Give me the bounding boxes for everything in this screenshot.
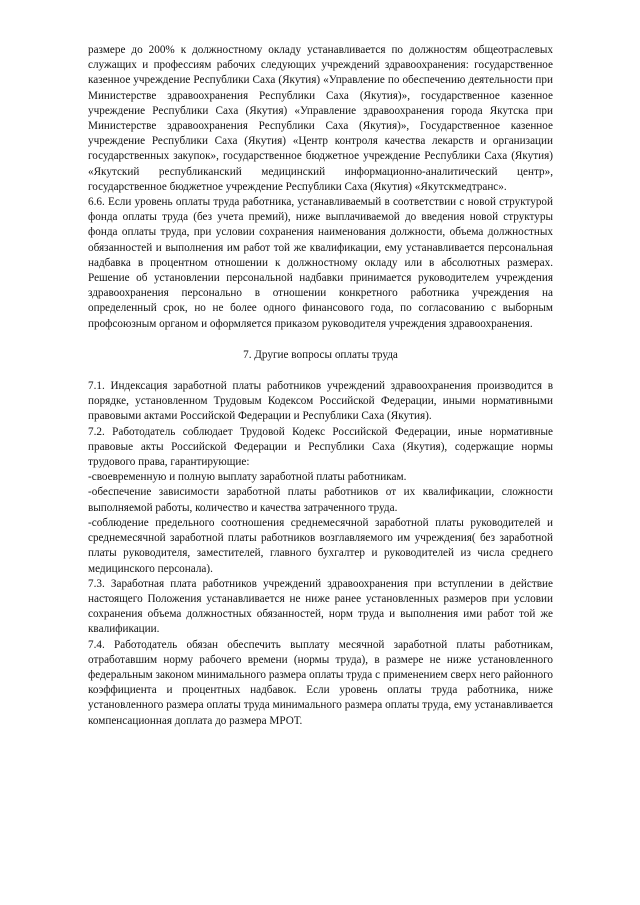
paragraph-7-1: 7.1. Индексация заработной платы работников учреждений здравоохранения производится в порядке, установленном Трудовым Кодексом Российской Федерации, иными нормативными правовыми актами Российской Федерации и Республики Саха (Якутия). <box>88 380 553 423</box>
section-heading: 7. Другие вопросы оплаты труда <box>243 348 398 361</box>
list-item-1: -своевременную и полную выплату заработной платы работникам. <box>88 471 407 484</box>
list-item-3: -соблюдение предельного соотношения среднемесячной заработной платы руководителей и среднемесячной заработной платы работников возглавляемого им учреждения( без заработной платы руководителя, заместителей, главного бухгалтер и руководителей из числа среднего медицинского персонала). <box>88 516 553 575</box>
document-page <box>88 43 553 729</box>
paragraph-7-2: 7.2. Работодатель соблюдает Трудовой Кодекс Российской Федерации, иные нормативные правовые акты Российской Федерации и Республики Саха (Якутия), содержащие нормы трудового права, гарантирующие: <box>88 425 553 469</box>
list-item-2: -обеспечение зависимости заработной платы работников от их квалификации, сложности выполняемой работы, количество и качества затраченного труда. <box>88 486 553 514</box>
paragraph-continuation: размере до 200% к должностному окладу устанавливается по должностям общеотраслевых служащих и профессиям рабочих следующих учреждений здравоохранения: государственное казенное учреждение Республики Саха (Якутия) «Управление по обеспечению деятельности при Министерстве здравоохранения Республики Саха (Якутия)», государственное казенное учреждение Республики Саха (Якутия) «Управление здравоохранения города Якутска при Министерстве здравоохранения Республики Саха (Якутия)», Государственное казенное учреждение Республики Саха (Якутия) «Центр контроля качества лекарств и организации государственных закупок», государственное бюджетное учреждение Республики Саха (Якутия) «Якутский республиканский медицинский информационно-аналитический центр», государственное бюджетное учреждение Республики Саха (Якутия) «Якутскмедтранс». <box>88 44 553 193</box>
paragraph-6-6: 6.6. Если уровень оплаты труда работника, устанавливаемый в соответствии с новой структурой фонда оплаты труда (без учета премий), ниже выплачиваемой до введения новой структуры фонда оплаты труда, при условии сохранения наименования должности, объема должностных обязанностей и выполнения им работ той же квалификации, ему устанавливается персональная надбавка в процентном отношении к должностному окладу или в абсолютных размерах. Решение об установлении персональной надбавки принимается руководителем учреждения здравоохранения персонально в отношении конкретного работника учреждения на определенный срок, но не более одного финансового года, по согласованию с выборным профсоюзным органом и оформляется приказом руководителя учреждения здравоохранения. <box>88 196 553 330</box>
paragraph-7-3: 7.3. Заработная плата работников учреждений здравоохранения при вступлении в действие настоящего Положения устанавливается не ниже ранее установленных размеров при условии сохранения объема должностных обязанностей, норм труда и выполнения ими работ той же квалификации. <box>88 577 553 636</box>
paragraph-7-4: 7.4. Работодатель обязан обеспечить выплату месячной заработной платы работникам, отработавшим норму рабочего времени (нормы труда), в размере не ниже установленного федеральным законом минимального размера оплаты труда с применением сверх него районного коэффициента и процентных надбавок. Если уровень оплаты труда работника, ниже установленного размера оплаты труда минимального размера оплаты труда, ему устанавливается компенсационная доплата до размера МРОТ. <box>88 638 553 727</box>
